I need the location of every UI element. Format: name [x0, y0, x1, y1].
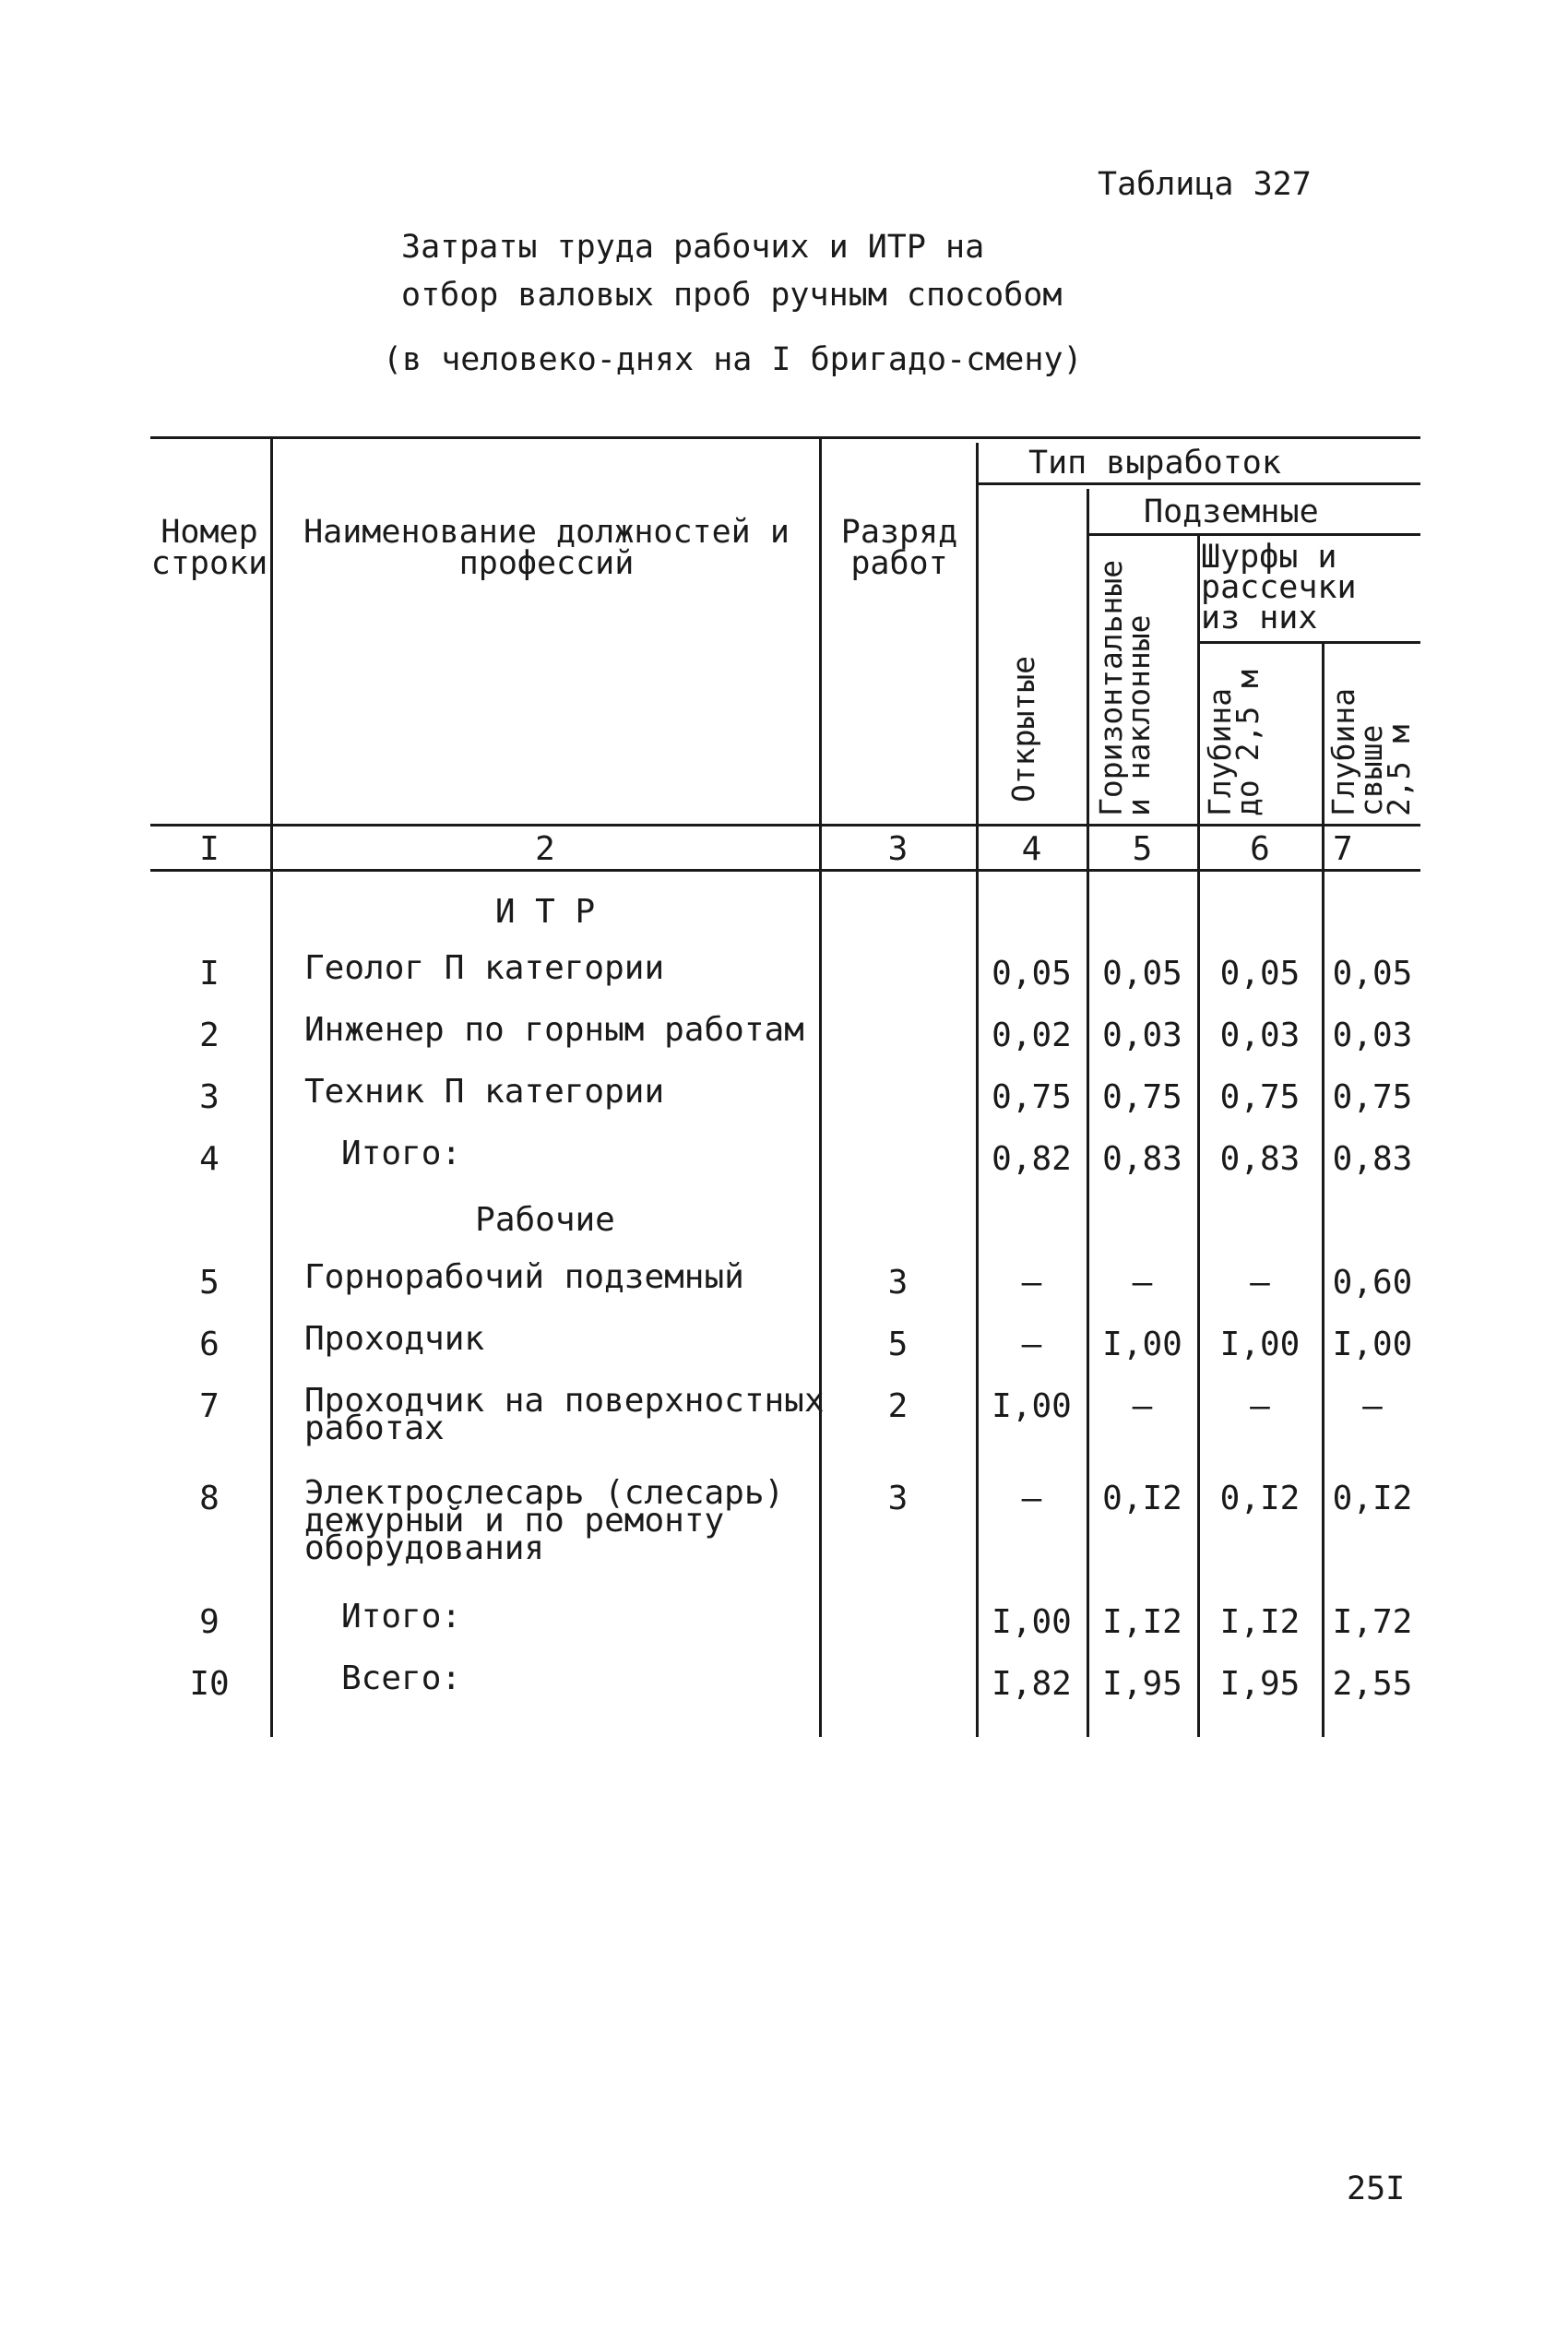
colnum-4: 4: [1021, 830, 1042, 868]
row-open: I,00: [992, 1387, 1072, 1425]
header-underground: Подземные: [1144, 494, 1319, 530]
shafts-rule: [1199, 641, 1420, 644]
row-horizontal: 0,I2: [1102, 1480, 1182, 1517]
row-depth-to: 0,05: [1219, 955, 1301, 993]
section-workers: Рабочие: [475, 1201, 615, 1239]
row-horizontal: I,95: [1102, 1665, 1182, 1703]
row-open: –: [1021, 1264, 1042, 1302]
row-depth-over: 2,55: [1332, 1665, 1413, 1703]
row-name: [341, 1598, 462, 1635]
row-depth-to: 0,03: [1219, 1017, 1301, 1054]
top-rule: [150, 436, 1420, 439]
row-depth-over: 0,75: [1332, 1078, 1413, 1116]
header-grade-line2: работ: [850, 545, 948, 582]
row-name-line: Горнорабочий подземный: [304, 1258, 744, 1296]
row-horizontal: 0,03: [1102, 1017, 1182, 1054]
row-open: I,00: [992, 1603, 1072, 1641]
row-open: –: [1021, 1480, 1042, 1517]
colnum-5: 5: [1132, 830, 1153, 868]
row-horizontal: 0,83: [1102, 1140, 1182, 1178]
row-name: [341, 1659, 462, 1697]
row-number: 6: [199, 1326, 220, 1363]
row-number: 8: [199, 1480, 220, 1517]
row-name: [304, 949, 665, 987]
header-shafts-line2: рассечки: [1201, 569, 1357, 606]
colnum-bottom-rule: [150, 869, 1420, 872]
underground-rule: [1088, 533, 1420, 536]
header-horizontal-line2: и наклонные: [1121, 614, 1157, 816]
row-grade: 3: [887, 1480, 909, 1517]
page-number: 25I: [1347, 2170, 1406, 2207]
row-depth-to: 0,83: [1219, 1140, 1301, 1178]
colnum-2: 2: [535, 830, 555, 868]
row-name: [304, 1073, 665, 1111]
section-itr: И Т Р: [494, 893, 596, 931]
header-depth-over-line2: свыше: [1353, 724, 1389, 816]
col-divider-2: [819, 436, 822, 1737]
unit-note: (в человеко-днях на I бригадо-смену): [383, 341, 1083, 378]
row-name-line: дежурный и по ремонту: [304, 1502, 725, 1540]
row-depth-over: I,72: [1332, 1603, 1413, 1641]
row-depth-over: 0,03: [1332, 1017, 1413, 1054]
row-grade: 2: [887, 1387, 909, 1425]
col-divider-6: [1322, 641, 1324, 1737]
row-name-line: Итого:: [341, 1598, 462, 1635]
row-number: 2: [199, 1017, 220, 1054]
colnum-7: 7: [1333, 830, 1353, 868]
table-title-line1: Затраты труда рабочих и ИТР на: [401, 229, 985, 266]
row-name: [304, 1011, 804, 1049]
header-work-type: Тип выработок: [1028, 445, 1281, 482]
row-depth-over: 0,60: [1332, 1264, 1413, 1302]
row-number: 4: [199, 1140, 220, 1178]
row-name: [304, 1382, 825, 1447]
header-row-number-line2: строки: [150, 545, 268, 582]
header-bottom-rule: [150, 824, 1420, 827]
colnum-1: I: [199, 830, 220, 868]
row-open: 0,02: [992, 1017, 1072, 1054]
row-horizontal: 0,75: [1102, 1078, 1182, 1116]
row-name-line: Инженер по горным работам: [304, 1011, 804, 1049]
row-name-line: Техник П категории: [304, 1073, 665, 1111]
row-name-line: Геолог П категории: [304, 949, 665, 987]
row-depth-over: –: [1362, 1387, 1383, 1425]
row-depth-to: 0,I2: [1219, 1480, 1301, 1517]
row-name-line: Проходчик: [304, 1320, 485, 1358]
row-depth-to: 0,75: [1219, 1078, 1301, 1116]
header-grade-line1: Разряд: [840, 514, 958, 551]
row-grade: 5: [887, 1326, 909, 1363]
header-grade: [826, 514, 973, 582]
colnum-6: 6: [1250, 830, 1270, 868]
row-name-line: Проходчик на поверхностных: [304, 1382, 825, 1420]
row-horizontal: –: [1132, 1264, 1153, 1302]
row-open: 0,82: [992, 1140, 1072, 1178]
col-divider-5: [1197, 535, 1200, 1737]
row-open: 0,75: [992, 1078, 1072, 1116]
row-horizontal: 0,05: [1102, 955, 1182, 993]
header-shafts-line1: Шурфы и: [1201, 539, 1337, 576]
row-name: [304, 1320, 485, 1358]
col-divider-1: [270, 436, 273, 1737]
row-depth-to: I,I2: [1219, 1603, 1301, 1641]
header-name: [277, 514, 816, 582]
row-name-line: Всего:: [341, 1659, 462, 1697]
row-name-line: оборудования: [304, 1529, 545, 1567]
row-depth-to: –: [1250, 1387, 1270, 1425]
row-depth-to: I,00: [1219, 1326, 1301, 1363]
row-number: 5: [199, 1264, 220, 1302]
row-depth-over: 0,83: [1332, 1140, 1413, 1178]
row-name: [341, 1135, 462, 1172]
row-open: –: [1021, 1326, 1042, 1363]
row-name: [304, 1258, 744, 1296]
row-open: 0,05: [992, 955, 1072, 993]
header-horizontal-line1: Горизонтальные: [1093, 559, 1129, 816]
header-depth-to: [1202, 670, 1265, 816]
row-grade: 3: [887, 1264, 909, 1302]
header-open: Открытые: [1005, 656, 1041, 803]
row-number: 9: [199, 1603, 220, 1641]
row-open: I,82: [992, 1665, 1072, 1703]
row-horizontal: –: [1132, 1387, 1153, 1425]
row-depth-to: –: [1250, 1264, 1270, 1302]
table-label: Таблица 327: [1098, 166, 1312, 203]
header-shafts: [1201, 539, 1357, 636]
row-number: I0: [189, 1665, 230, 1703]
worktype-rule: [978, 482, 1420, 485]
row-depth-over: 0,05: [1332, 955, 1413, 993]
row-name-line: Итого:: [341, 1135, 462, 1172]
row-depth-to: I,95: [1219, 1665, 1301, 1703]
header-depth-over: [1325, 687, 1417, 816]
row-depth-over: 0,I2: [1332, 1480, 1413, 1517]
row-number: I: [199, 955, 220, 993]
header-row-number: [150, 514, 268, 582]
header-name-line2: профессий: [458, 545, 635, 582]
header-depth-over-line3: 2,5 м: [1381, 724, 1417, 816]
colnum-3: 3: [887, 830, 909, 868]
header-depth-over-line1: Глубина: [1325, 687, 1361, 816]
header-row-number-line1: Номер: [160, 514, 258, 551]
table-title-line2: отбор валовых проб ручным способом: [401, 277, 1063, 314]
header-name-line1: Наименование должностей и: [303, 514, 790, 551]
row-number: 3: [199, 1078, 220, 1116]
header-depth-to-line2: до 2,5 м: [1229, 670, 1265, 816]
row-name-line: Электрослесарь (слесарь): [304, 1474, 785, 1512]
row-number: 7: [199, 1387, 220, 1425]
row-horizontal: I,00: [1102, 1326, 1182, 1363]
header-shafts-line3: из них: [1201, 600, 1318, 636]
row-name-line: работах: [304, 1409, 445, 1447]
row-horizontal: I,I2: [1102, 1603, 1182, 1641]
row-name: [304, 1474, 785, 1567]
header-horizontal: [1093, 559, 1157, 816]
header-depth-to-line1: Глубина: [1202, 687, 1238, 816]
row-depth-over: I,00: [1332, 1326, 1413, 1363]
